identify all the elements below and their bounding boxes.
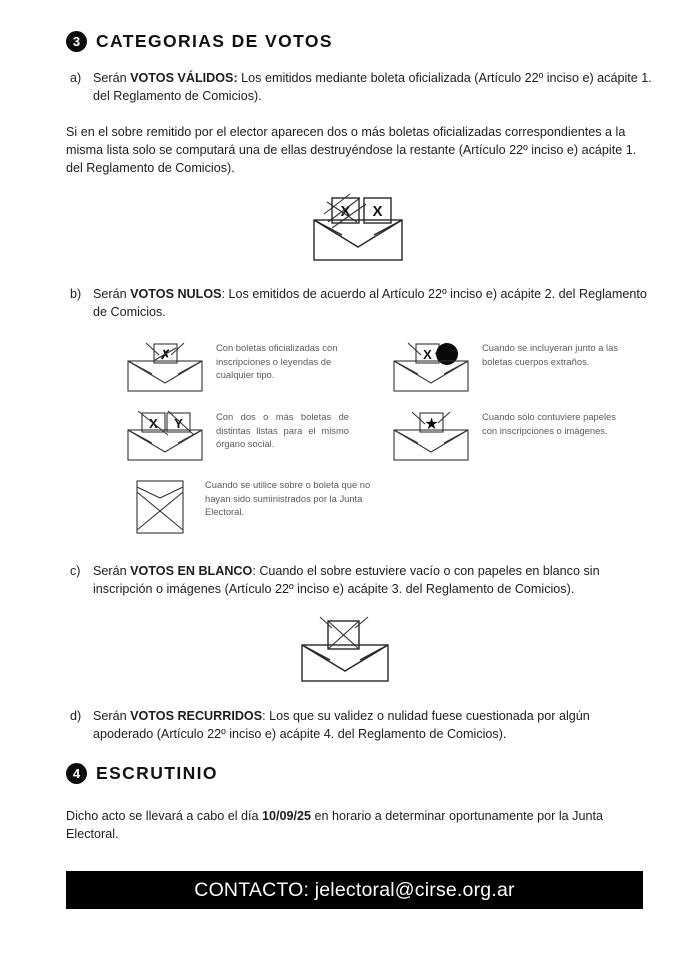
list-marker-d: d) xyxy=(70,709,82,723)
section-number-badge: 3 xyxy=(66,31,87,52)
svg-text:X: X xyxy=(372,203,383,220)
term-votos-recurridos: VOTOS RECURRIDOS xyxy=(130,709,263,723)
item-c-lead: Serán xyxy=(93,564,131,578)
caption-inscripciones: Con boletas oficializadas con inscripciones o leyendas de cualquier tipo. xyxy=(216,342,338,381)
figure-sobre-solo-papeles-con-imagenes xyxy=(390,410,620,463)
list-item-votos-validos xyxy=(70,70,652,106)
figure-sobre-boleta-con-inscripciones xyxy=(124,341,349,394)
list-marker-b: b) xyxy=(70,287,82,301)
svg-text:✗: ✗ xyxy=(160,347,171,362)
list-marker-c: c) xyxy=(70,564,81,578)
svg-text:X: X xyxy=(423,347,432,362)
paragraph-escrutinio xyxy=(66,808,606,844)
item-a-rest: Los emitidos mediante boleta oficializada (Artículo 22º inciso e) acápite 1. del Reglamento de Comicios). xyxy=(93,71,652,103)
envelope-papeles-imagenes-art xyxy=(390,410,472,463)
figure-sobre-con-cuerpos-extranos xyxy=(390,341,620,394)
list-item-votos-nulos xyxy=(70,286,652,322)
envelope-no-suministrado-art xyxy=(133,478,195,536)
item-d-rest: : Los que su validez o nulidad fuese cuestionada por algún apoderado (Artículo 22º inciso e) acápite 4. del Reglamento de Comicios). xyxy=(93,709,590,741)
term-votos-nulos: VOTOS NULOS xyxy=(130,287,222,301)
list-item-a-text xyxy=(93,70,652,106)
ballot-label-y: Y xyxy=(174,416,183,431)
figure-sobre-no-suministrado xyxy=(133,478,383,536)
caption-papeles-imagenes: Cuando sólo contuviere papeles con inscripciones o imágenes. xyxy=(482,411,616,436)
envelope-dos-listas-art xyxy=(124,410,206,463)
svg-text:X: X xyxy=(340,203,351,220)
item-c-rest: : Cuando el sobre estuviere vacío o con papeles en blanco sin inscripción o imágenes (Artículo 22º inciso e) acápite 3. del Reglamento de Comicios). xyxy=(93,564,600,596)
term-votos-en-blanco: VOTOS EN BLANCO xyxy=(130,564,253,578)
contact-email-label[interactable]: CONTACTO: jelectoral@cirse.org.ar xyxy=(194,878,515,901)
section-heading-escrutinio xyxy=(66,763,218,784)
escrutinio-fecha: 10/09/25 xyxy=(262,809,312,823)
contact-banner xyxy=(66,871,643,909)
escrutinio-post: en horario a determinar oportunamente por la Junta Electoral. xyxy=(66,809,603,841)
figure-sobre-dos-boletas-distintas-listas xyxy=(124,410,349,463)
envelope-cuerpos-extranos-art xyxy=(390,341,472,394)
section-heading-categorias xyxy=(66,31,333,52)
term-votos-validos: VOTOS VÁLIDOS: xyxy=(130,71,238,85)
paragraph-boletas-duplicadas: Si en el sobre remitido por el elector aparecen dos o más boletas oficializadas correspondientes a la misma lista solo se computará una de ellas destruyéndose la restante (Artículo 22º inciso e) acápite 1. del Reglamento de Comicios). xyxy=(66,125,637,175)
figure-sobre-con-boleta-en-blanco xyxy=(292,615,400,683)
escrutinio-pre: Dicho acto se llevará a cabo el día xyxy=(66,809,263,823)
ballot-label-x: X xyxy=(149,416,158,431)
list-item-d-text xyxy=(93,708,652,744)
caption-cuerpos-extranos: Cuando se incluyeran junto a las boletas cuerpos extraños. xyxy=(482,342,619,367)
envelope-inscripciones-art xyxy=(124,341,206,394)
figure-sobre-dos-boletas-misma-lista xyxy=(302,192,414,264)
list-item-c-text xyxy=(93,563,652,599)
svg-text:★: ★ xyxy=(424,414,439,433)
page-title: CATEGORIAS DE VOTOS xyxy=(96,30,333,51)
list-item-votos-recurridos xyxy=(70,708,652,744)
section-title-escrutinio: ESCRUTINIO xyxy=(96,762,218,783)
caption-no-suministrado: Cuando se utilice sobre o boleta que no hayan sido suministrados por la Junta Electoral. xyxy=(205,479,371,518)
list-item-votos-en-blanco xyxy=(70,563,652,599)
caption-dos-listas: Con dos o más boletas de distintas listas para el mismo órgano social. xyxy=(216,411,349,450)
item-b-lead: Serán xyxy=(93,287,131,301)
item-a-lead: Serán xyxy=(93,71,131,85)
section-number-badge-escrutinio: 4 xyxy=(66,763,87,784)
item-b-rest: : Los emitidos de acuerdo al Artículo 22º inciso e) acápite 2. del Reglamento de Comicios. xyxy=(93,287,647,319)
list-marker-a: a) xyxy=(70,71,82,85)
item-d-lead: Serán xyxy=(93,709,131,723)
list-item-b-text xyxy=(93,286,652,322)
